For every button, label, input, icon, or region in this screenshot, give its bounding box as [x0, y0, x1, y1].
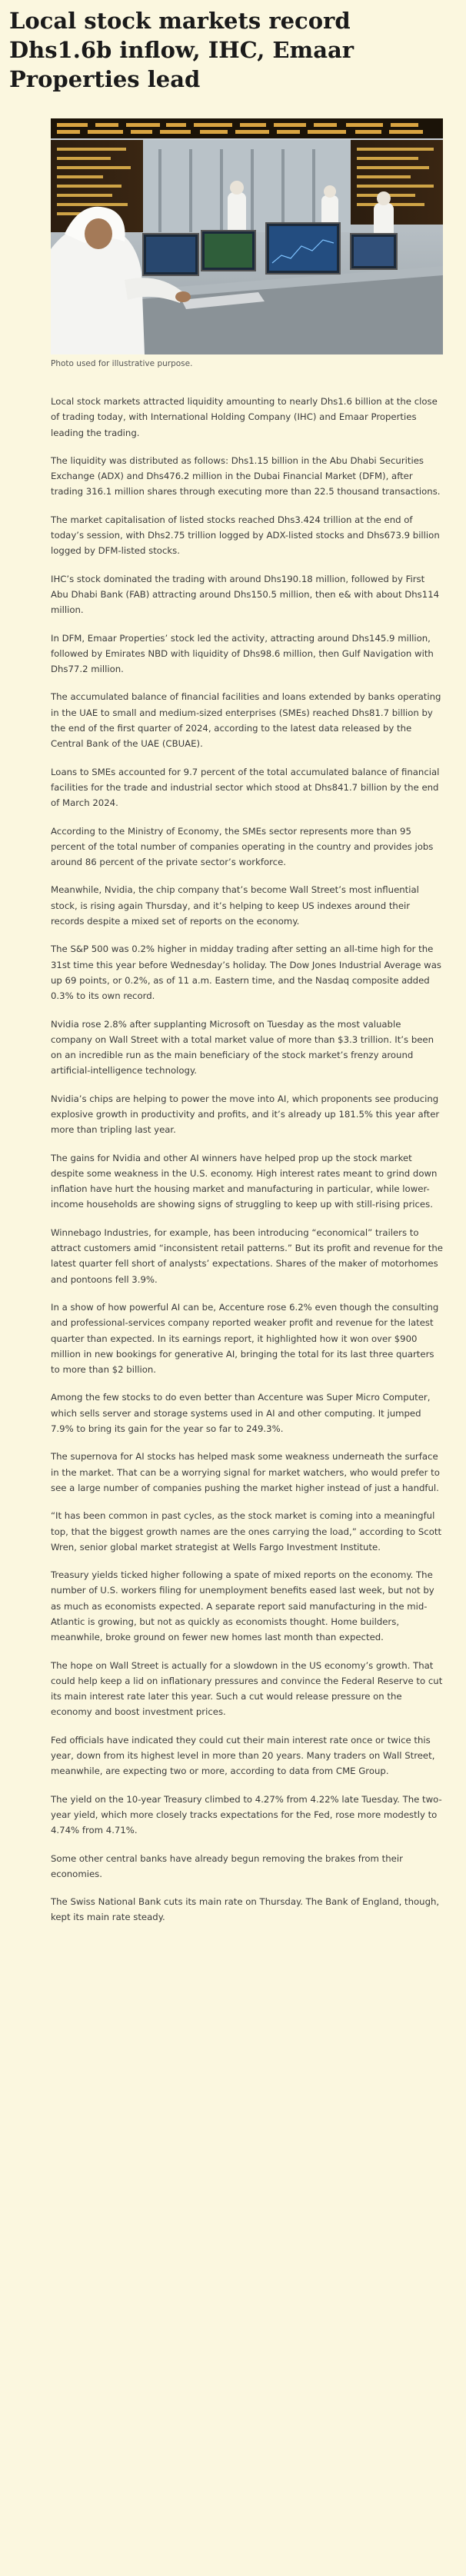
article-paragraph: Fed officials have indicated they could cut their main interest rate once or twice this year, down from its highest level in more than 20 years. Many traders on Wall Street, meanwhile, are expecting two or more, according to data from CME Group. — [51, 1734, 435, 1777]
article-paragraph: The market capitalisation of listed stocks reached Dhs3.424 trillion at the end of today’s session, with Dhs2.75 trillion logged by ADX-listed stocks and Dhs673.9 billion logged by DFM-listed stocks. — [51, 514, 440, 557]
article-paragraph: The yield on the 10-year Treasury climbed to 4.27% from 4.22% late Tuesday. The two-year yield, which more closely tracks expectations for the Fed, rose more modestly to 4.74% from 4.71%. — [51, 1793, 442, 1836]
article-paragraph: The gains for Nvidia and other AI winners have helped prop up the stock market despite some weakness in the U.S. economy. High interest rates meant to grind down inflation have hurt the housing market and manufacturing in particular, while lower-income households are showing signs of struggling to keep up with still-rising prices. — [51, 1152, 438, 1210]
article-paragraph: IHC’s stock dominated the trading with around Dhs190.18 million, followed by First Abu Dhabi Bank (FAB) attracting around Dhs150.5 million, then e& with about Dhs114 million. — [51, 573, 440, 616]
article-paragraph: Meanwhile, Nvidia, the chip company that’s become Wall Street’s most influential stock, is rising again Thursday, and it’s helping to keep US indexes around their records despite a mixed set of reports on the economy. — [51, 884, 419, 927]
article-headline: Local stock markets record Dhs1.6b inflow, IHC, Emaar Properties lead — [9, 8, 354, 92]
article-paragraph: Loans to SMEs accounted for 9.7 percent of the total accumulated balance of financial facilities for the trade and industrial sector which stood at Dhs841.7 billion by the end of March 2024. — [51, 766, 440, 809]
photo-caption: Photo used for illustrative purpose. — [51, 359, 193, 368]
article-paragraph: The supernova for AI stocks has helped mask some weakness underneath the surface in the market. That can be a worrying signal for market watchers, who would prefer to see a large number of companies pushing the market higher instead of just a handful. — [51, 1451, 440, 1493]
article-paragraph: Local stock markets attracted liquidity amounting to nearly Dhs1.6 billion at the close of trading today, with International Holding Company (IHC) and Emaar Properties leading the trading. — [51, 396, 438, 438]
article-paragraph: The accumulated balance of financial facilities and loans extended by banks operating in the UAE to small and medium-sized enterprises (SMEs) reached Dhs81.7 billion by the end of the first quarter of 2024, according to the latest data released by the Central Bank of the UAE (CBUAE). — [51, 691, 441, 750]
article-paragraph: Among the few stocks to do even better than Accenture was Super Micro Computer, which sells server and storage systems used in AI and other computing. It jumped 7.9% to bring its gain for the year so far to 249.3%. — [51, 1392, 431, 1435]
article-paragraph: Some other central banks have already begun removing the brakes from their economies. — [51, 1852, 403, 1879]
article-paragraph: “It has been common in past cycles, as the stock market is coming into a meaningful top, that the biggest growth names are the ones carrying the load,” according to Scott Wren, senior global market strategist at Wells Fargo Investment Institute. — [51, 1510, 442, 1553]
article-photo — [51, 118, 443, 354]
article-paragraph: Winnebago Industries, for example, has been introducing “economical” trailers to attract customers amid “inconsistent retail patterns.” But its profit and revenue for the latest quarter fell short of analysts’ expectations. Shares of the maker of motorhomes and pontoons fell 3.9%. — [51, 1226, 443, 1285]
article-paragraph: The hope on Wall Street is actually for a slowdown in the US economy’s growth. That could help keep a lid on inflationary pressures and convince the Federal Reserve to cut its main interest rate later this year. Such a cut would release pressure on the economy and boost investment prices. — [51, 1659, 443, 1718]
article-paragraph: The Swiss National Bank cuts its main rate on Thursday. The Bank of England, though, kept its main rate steady. — [51, 1896, 440, 1923]
article-body — [51, 394, 444, 1938]
article-paragraph: Nvidia’s chips are helping to power the move into AI, which proponents see producing explosive growth in productivity and profits, and it’s already up 181.5% this year after more than tripling last year. — [51, 1093, 440, 1136]
article-paragraph: In DFM, Emaar Properties’ stock led the activity, attracting around Dhs145.9 million, followed by Emirates NBD with liquidity of Dhs98.6 million, then Gulf Navigation with Dhs77.2 million. — [51, 632, 434, 675]
trading-floor-image — [51, 118, 443, 354]
article-paragraph: The S&P 500 was 0.2% higher in midday trading after setting an all-time high for the 31st time this year before Wednesday’s holiday. The Dow Jones Industrial Average was up 69 points, or 0.2%, as of 11 a.m. Eastern time, and the Nasdaq composite added 0.3% to its own record. — [51, 944, 441, 1002]
article-paragraph: Nvidia rose 2.8% after supplanting Microsoft on Tuesday as the most valuable company on Wall Street with a total market value of more than $3.3 trillion. It’s been on an incredible run as the main beneficiary of the stock market’s frenzy around artificial-intelligence technology. — [51, 1018, 434, 1077]
article-paragraph: The liquidity was distributed as follows: Dhs1.15 billion in the Abu Dhabi Securities Exchange (ADX) and Dhs476.2 million in the Dubai Financial Market (DFM), after trading 316.1 million shares through executing more than 22.5 thousand transactions. — [51, 454, 441, 498]
article-paragraph: Treasury yields ticked higher following a spate of mixed reports on the economy. The number of U.S. workers filing for unemployment benefits eased last week, but not by as much as economists expected. A separate report said manufacturing in the mid-Atlantic is growing, but not as quickly as economists thought. Home builders, meanwhile, broke ground on fewer new homes last month than expected. — [51, 1569, 434, 1643]
article-paragraph: In a show of how powerful AI can be, Accenture rose 6.2% even though the consulting and professional-services company reported weaker profit and revenue for the latest quarter than expected. In its earnings report, it highlighted how it won over $900 million in new bookings for generative AI, bringing the total for its last three quarters to more than $2 billion. — [51, 1301, 439, 1376]
article-paragraph: According to the Ministry of Economy, the SMEs sector represents more than 95 percent of the total number of companies operating in the country and provides jobs around 86 percent of the private sector’s workforce. — [51, 825, 434, 868]
